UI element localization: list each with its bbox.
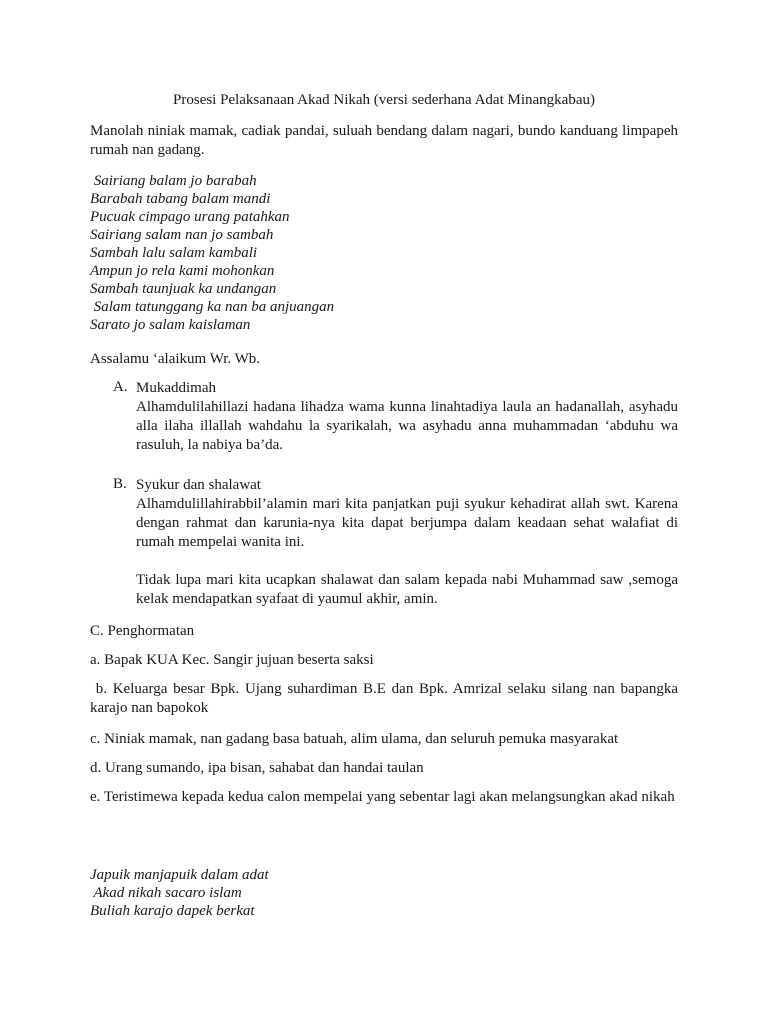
salam-greeting: Assalamu ‘alaikum Wr. Wb.: [90, 351, 261, 367]
section-heading: Mukaddimah: [136, 380, 216, 396]
section-letter: B.: [113, 476, 127, 492]
closing-poem: [90, 866, 678, 920]
poem-line: Sambah taunjuak ka undangan: [90, 281, 277, 297]
poem-line: Sambah lalu salam kambali: [90, 245, 258, 261]
poem-line: Akad nikah sacaro islam: [90, 885, 242, 901]
document-title: Prosesi Pelaksanaan Akad Nikah (versi sederhana Adat Minangkabau): [173, 92, 595, 108]
poem-line: Buliah karajo dapek berkat: [90, 903, 255, 919]
section-text: Alhamdulilahillazi hadana lihadza wama kunna linahtadiya laula an hadanallah, asyhadu alla ilaha illallah wahdahu la syarikalah, wa asyhadu anna muhammadan ‘abduhu wa rasuluh, la nabiya ba’da.: [136, 399, 678, 453]
intro-paragraph: Manolah niniak mamak, cadiak pandai, suluah bendang dalam nagari, bundo kanduang limpapeh rumah nan gadang.: [90, 123, 678, 158]
section-text: Tidak lupa mari kita ucapkan shalawat dan salam kepada nabi Muhammad saw ,semoga kelak mendapatkan syafaat di yaumul akhir, amin.: [136, 572, 678, 607]
poem-line: Ampun jo rela kami mohonkan: [90, 263, 275, 279]
poem-line: Pucuak cimpago urang patahkan: [90, 209, 290, 225]
opening-poem: [90, 172, 678, 334]
section-text: Alhamdulillahirabbil’alamin mari kita panjatkan puji syukur kehadirat allah swt. Karena dengan rahmat dan karunia-nya kita dapat berjumpa dalam keadaan sehat walafiat di rumah mempelai wanita ini.: [136, 496, 678, 550]
list-item: d. Urang sumando, ipa bisan, sahabat dan handai taulan: [90, 760, 424, 776]
list-item: c. Niniak mamak, nan gadang basa batuah, alim ulama, dan seluruh pemuka masyarakat: [90, 731, 619, 747]
section-c-heading: C. Penghormatan: [90, 623, 195, 639]
list-item: a. Bapak KUA Kec. Sangir jujuan beserta saksi: [90, 652, 374, 668]
poem-line: Sairiang salam nan jo sambah: [90, 227, 274, 243]
list-item: e. Teristimewa kepada kedua calon mempelai yang sebentar lagi akan melangsungkan akad nikah: [90, 789, 675, 805]
poem-line: Sairiang balam jo barabah: [90, 173, 257, 189]
poem-line: Japuik manjapuik dalam adat: [90, 867, 269, 883]
section-letter: A.: [113, 379, 128, 395]
poem-line: Salam tatunggang ka nan ba anjuangan: [90, 299, 335, 315]
poem-line: Sarato jo salam kaislaman: [90, 317, 251, 333]
section-heading: Syukur dan shalawat: [136, 477, 261, 493]
poem-line: Barabah tabang balam mandi: [90, 191, 271, 207]
list-item: b. Keluarga besar Bpk. Ujang suhardiman B.E dan Bpk. Amrizal selaku silang nan bapangka karajo nan bapokok: [90, 681, 682, 716]
